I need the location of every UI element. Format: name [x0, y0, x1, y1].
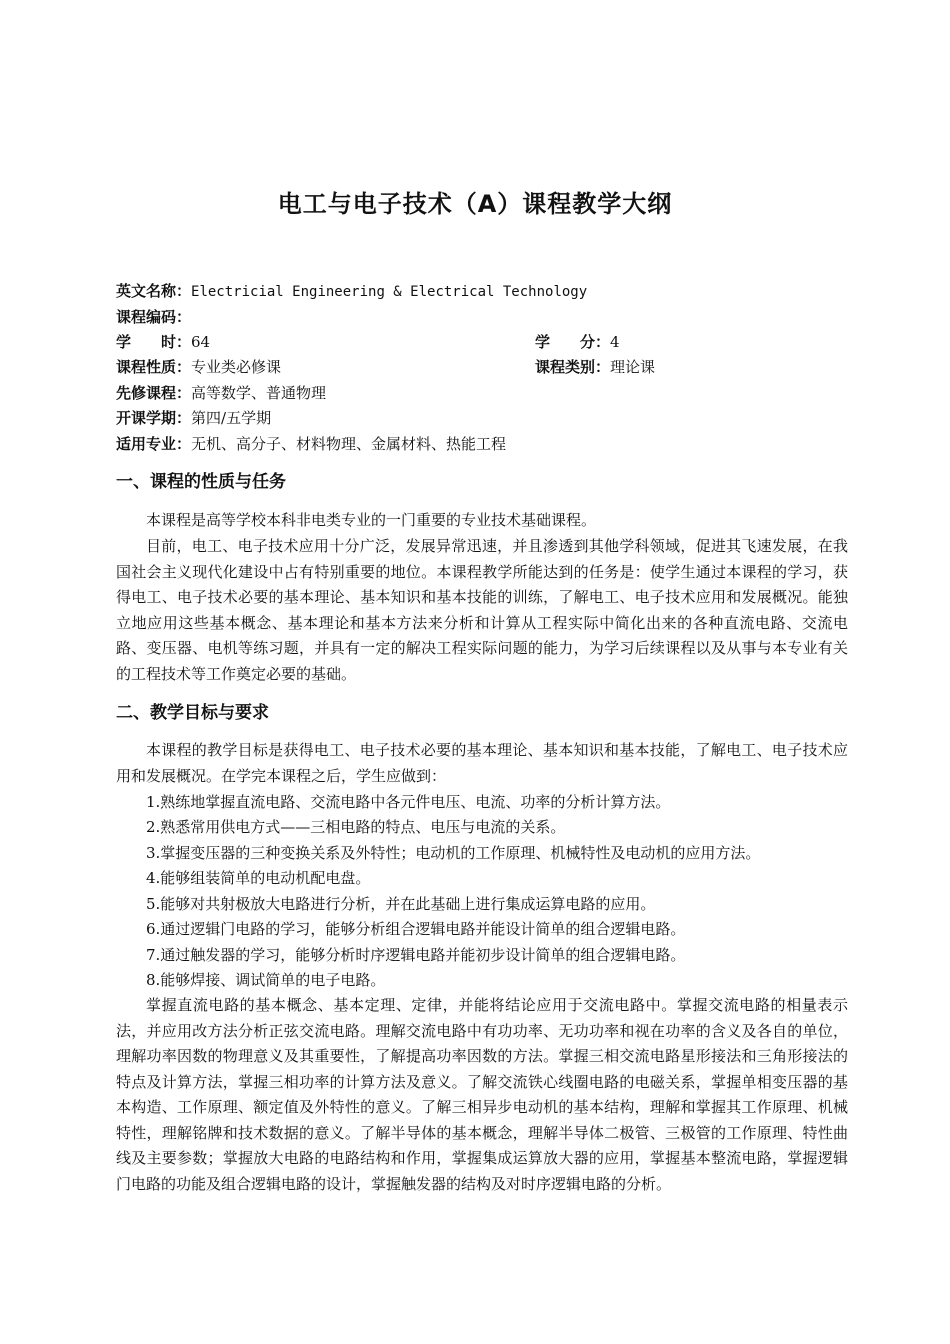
credits-value: 4	[610, 333, 620, 351]
section2-summary: 掌握直流电路的基本概念、基本定理、定律，并能将结论应用于交流电路中。掌握交流电路的相量表示法，并应用改方法分析正弦交流电路。理解交流电路中有功功率、无功功率和视在功率的含义及各自的单位，理解功率因数的物理意义及其重要性，了解提高功率因数的方法。掌握三相交流电路星形接法和三角形接法的特点及计算方法，掌握三相功率的计算方法及意义。了解交流铁心线圈电路的电磁关系，掌握单相变压器的基本构造、工作原理、额定值及外特性的意义。了解三相异步电动机的基本结构，理解和掌握其工作原理、机械特性，理解铭牌和技术数据的意义。了解半导体的基本概念，理解半导体二极管、三极管的工作原理、特性曲线及主要参数；掌握放大电路的电路结构和作用，掌握集成运算放大器的应用，掌握基本整流电路，掌握逻辑门电路的功能及组合逻辑电路的设计，掌握触发器的结构及对时序逻辑电路的分析。	[116, 996, 848, 1193]
list-item: 2.熟悉常用供电方式——三相电路的特点、电压与电流的关系。	[146, 818, 566, 836]
list-item: 1.熟练地掌握直流电路、交流电路中各元件电压、电流、功率的分析计算方法。	[146, 793, 671, 811]
nature-row	[116, 358, 281, 376]
credits-row	[535, 333, 620, 351]
category-value: 理论课	[610, 358, 656, 376]
list-item: 8.能够焊接、调试简单的电子电路。	[146, 971, 386, 989]
section-heading-goals: 二、教学目标与要求	[116, 703, 269, 723]
hours-label: 学 时：	[116, 333, 192, 351]
list-item: 4.能够组装简单的电动机配电盘。	[146, 869, 371, 887]
nature-value: 专业类必修课	[191, 358, 282, 376]
category-label: 课程类别：	[535, 358, 611, 376]
majors-value: 无机、高分子、材料物理、金属材料、热能工程	[191, 435, 507, 453]
term-label: 开课学期：	[116, 409, 192, 427]
category-row	[535, 358, 655, 376]
hours-row	[116, 333, 210, 351]
prereq-row	[116, 384, 326, 402]
english-name-row	[116, 282, 587, 301]
section1-paragraph-1: 本课程是高等学校本科非电类专业的一门重要的专业技术基础课程。	[146, 511, 597, 529]
english-name-label: 英文名称：	[116, 282, 192, 300]
credits-label: 学 分：	[535, 333, 611, 351]
prereq-label: 先修课程：	[116, 384, 192, 402]
majors-row	[116, 435, 506, 453]
section1-paragraph-2: 目前，电工、电子技术应用十分广泛，发展异常迅速，并且渗透到其他学科领域，促进其飞速发展，在我国社会主义现代化建设中占有特别重要的地位。本课程教学所能达到的任务是：使学生通过本课程的学习，获得电工、电子技术必要的基本理论、基本知识和基本技能的训练，了解电工、电子技术应用和发展概况。能独立地应用这些基本概念、基本理论和基本方法来分析和计算从工程实际中简化出来的各种直流电路、交流电路、变压器、电机等练习题，并具有一定的解决工程实际问题的能力，为学习后续课程以及从事与本专业有关的工程技术等工作奠定必要的基础。	[116, 537, 848, 683]
list-item: 3.掌握变压器的三种变换关系及外特性；电动机的工作原理、机械特性及电动机的应用方法。	[146, 844, 761, 862]
english-name-value: Electricial Engineering & Electrical Technology	[191, 284, 588, 300]
course-code-label: 课程编码：	[116, 308, 192, 326]
term-row	[116, 409, 271, 427]
section2-intro: 本课程的教学目标是获得电工、电子技术必要的基本理论、基本知识和基本技能，了解电工、电子技术应用和发展概况。在学完本课程之后，学生应做到：	[116, 741, 848, 785]
section-heading-nature: 一、课程的性质与任务	[116, 472, 286, 492]
majors-label: 适用专业：	[116, 435, 192, 453]
course-code-row	[116, 308, 191, 326]
document-title: 电工与电子技术（A）课程教学大纲	[277, 190, 673, 218]
hours-value: 64	[191, 333, 211, 351]
prereq-value: 高等数学、普通物理	[191, 384, 327, 402]
term-value: 第四/五学期	[191, 409, 272, 427]
list-item: 6.通过逻辑门电路的学习，能够分析组合逻辑电路并能设计简单的组合逻辑电路。	[146, 920, 686, 938]
list-item: 7.通过触发器的学习，能够分析时序逻辑电路并能初步设计简单的组合逻辑电路。	[146, 946, 686, 964]
list-item: 5.能够对共射极放大电路进行分析，并在此基础上进行集成运算电路的应用。	[146, 895, 656, 913]
nature-label: 课程性质：	[116, 358, 192, 376]
